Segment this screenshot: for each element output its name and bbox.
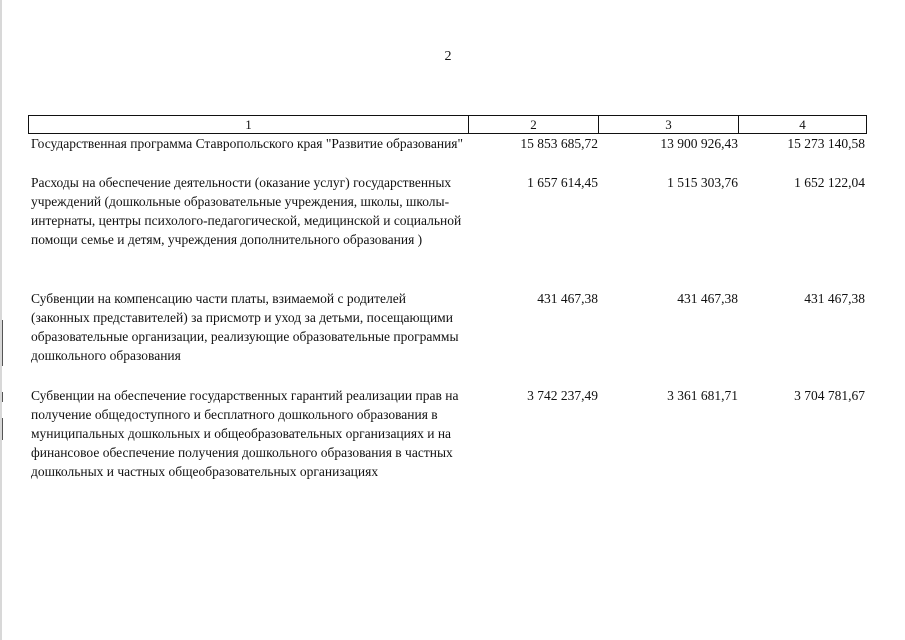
row-value-col4: 15 273 140,58 bbox=[787, 136, 865, 151]
row-description: Государственная программа Ставропольского края "Развитие образования" bbox=[31, 136, 464, 151]
column-header-4: 4 bbox=[739, 116, 867, 134]
scan-mark bbox=[2, 392, 3, 402]
column-header-2: 2 bbox=[469, 116, 599, 134]
row-value-col4: 1 652 122,04 bbox=[794, 175, 865, 190]
row-value-col2: 1 657 614,45 bbox=[527, 175, 598, 190]
row-value-col2: 431 467,38 bbox=[537, 291, 598, 306]
scan-mark bbox=[2, 320, 3, 366]
scan-mark bbox=[2, 418, 3, 440]
row-value-col4: 3 704 781,67 bbox=[794, 388, 865, 403]
row-description: Расходы на обеспечение деятельности (оказание услуг) государственных учреждений (дошкольные образовательные учреждения, школы, школы-интернаты, центры психолого-педагогической, медицинской и социальной помощи семье и детям, учреждения дополнительного образования ) bbox=[31, 175, 462, 247]
row-description: Субвенции на компенсацию части платы, взимаемой с родителей (законных представителей) за присмотр и уход за детьми, посещающими образовательные организации, реализующие образовательные программы дошкольного образования bbox=[31, 291, 459, 363]
column-header-3: 3 bbox=[599, 116, 739, 134]
row-value-col3: 13 900 926,43 bbox=[660, 136, 738, 151]
row-description: Субвенции на обеспечение государственных гарантий реализации прав на получение общедоступного и бесплатного дошкольного образования в муниципальных дошкольных и общеобразовательных организациях и на финансовое обеспечение получения дошкольного образования в частных дошкольных и частных общеобразовательных организациях bbox=[31, 388, 459, 479]
row-value-col3: 3 361 681,71 bbox=[667, 388, 738, 403]
column-header-row bbox=[29, 116, 867, 134]
page-number: 2 bbox=[444, 49, 452, 64]
row-value-col2: 15 853 685,72 bbox=[520, 136, 598, 151]
row-value-col4: 431 467,38 bbox=[804, 291, 865, 306]
column-header-1: 1 bbox=[29, 116, 469, 134]
column-header-table bbox=[28, 115, 867, 134]
row-value-col3: 1 515 303,76 bbox=[667, 175, 738, 190]
row-value-col3: 431 467,38 bbox=[677, 291, 738, 306]
row-value-col2: 3 742 237,49 bbox=[527, 388, 598, 403]
